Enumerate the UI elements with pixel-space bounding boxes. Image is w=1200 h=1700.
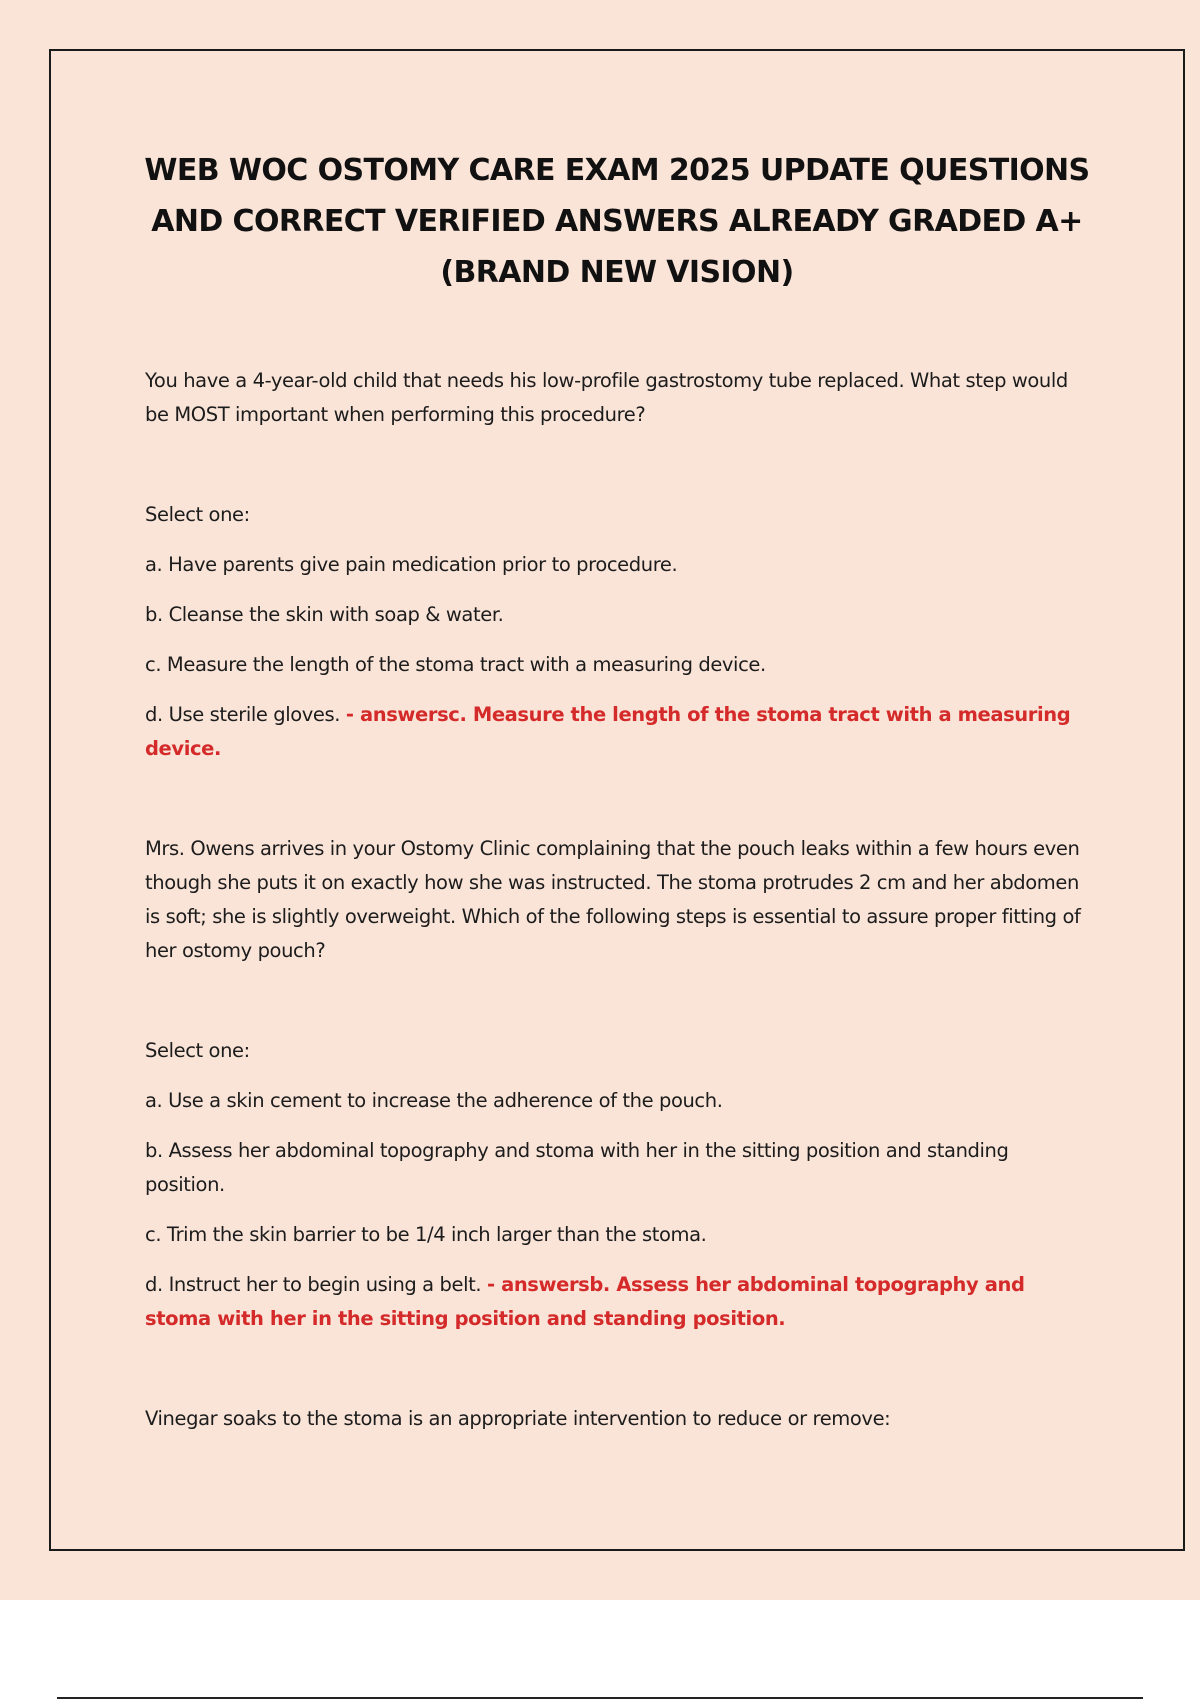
- correct-answer: - answersc. Measure the length of the stoma tract with a measuring device.: [145, 703, 1071, 760]
- answer-option-b: b. Assess her abdominal topography and stoma with her in the sitting position and standing position.: [145, 1139, 1009, 1196]
- question-block-1: [145, 364, 1085, 766]
- document-title: [49, 145, 1185, 298]
- answer-option-a: a. Have parents give pain medication prior to procedure.: [145, 553, 678, 576]
- answer-option-c: c. Trim the skin barrier to be 1/4 inch larger than the stoma.: [145, 1223, 707, 1246]
- select-one-label: Select one:: [145, 1039, 250, 1062]
- title-line: WEB WOC OSTOMY CARE EXAM 2025 UPDATE QUESTIONS: [144, 153, 1090, 188]
- question-text: Vinegar soaks to the stoma is an appropriate intervention to reduce or remove:: [145, 1407, 891, 1430]
- title-line: AND CORRECT VERIFIED ANSWERS ALREADY GRADED A+: [151, 204, 1083, 239]
- option-d-text: d. Use sterile gloves.: [145, 703, 341, 726]
- answer-option-d: [145, 1268, 1085, 1336]
- title-line: (BRAND NEW VISION): [440, 255, 794, 290]
- answer-option-b: b. Cleanse the skin with soap & water.: [145, 603, 504, 626]
- answer-option-a: a. Use a skin cement to increase the adherence of the pouch.: [145, 1089, 723, 1112]
- question-text: Mrs. Owens arrives in your Ostomy Clinic complaining that the pouch leaks within a few hours even though she puts it on exactly how she was instructed. The stoma protrudes 2 cm and her abdomen is soft; she is slightly overweight. Which of the following steps is essential to assure proper fitting of her ostomy pouch?: [145, 837, 1081, 962]
- question-block-3: [145, 1402, 1085, 1436]
- answer-option-d: [145, 698, 1085, 766]
- footer-divider: [57, 1697, 1143, 1699]
- answer-option-c: c. Measure the length of the stoma tract with a measuring device.: [145, 653, 766, 676]
- option-d-text: d. Instruct her to begin using a belt.: [145, 1273, 482, 1296]
- correct-answer: - answersb. Assess her abdominal topography and stoma with her in the sitting position and standing position.: [145, 1273, 1025, 1330]
- question-text: You have a 4-year-old child that needs his low-profile gastrostomy tube replaced. What step would be MOST important when performing this procedure?: [145, 369, 1068, 426]
- select-one-label: Select one:: [145, 503, 250, 526]
- document-body: [145, 364, 1085, 1436]
- question-block-2: [145, 832, 1085, 1336]
